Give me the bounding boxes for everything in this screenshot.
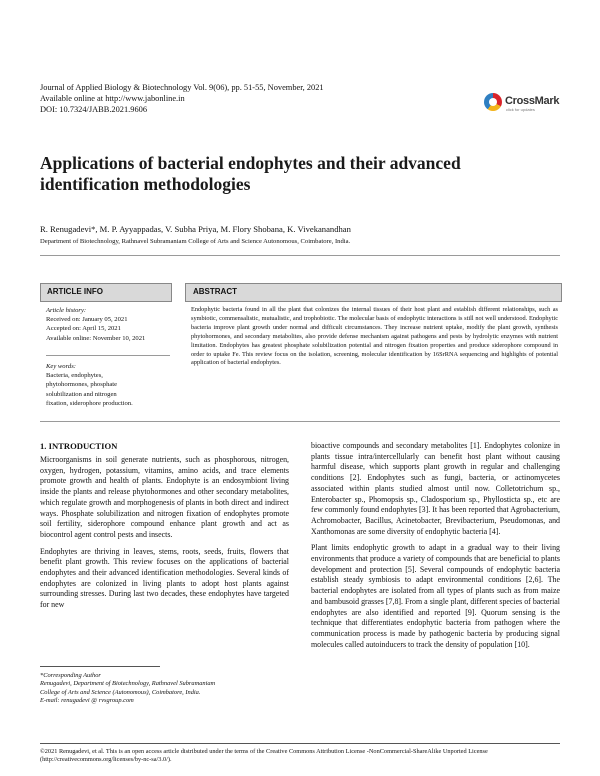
accepted-date: Accepted on: April 15, 2021 bbox=[46, 325, 121, 333]
info-divider bbox=[46, 355, 170, 356]
left-column bbox=[40, 455, 289, 617]
intro-paragraph-3-b: Colletotrichum sp., Enterobacter sp., Phomopsis sp., Cladosporium sp., Phyllosticta sp., etc are few commonly found endophytes [3]. It has been reported that Agrobacterium, Achromobacter, Bacillus, Acinetobacter, Brevibacterium, Pseudomonas, and Xanthomonas are some diversity of endophytic bacteria [4]. bbox=[311, 483, 560, 536]
abstract-text: Endophytic bacteria found in all the plant that colonizes the internal tissues of their host plant and establish different relationships, such as symbiotic, commensalistic, mutualistic, and trophobiotic. The molecular basis of endophytic interactions is still not well understood. Endophytic bacteria improve plant growth under normal and difficult circumstances. They increase nutrient uptake, modify the plant growth, synthesis phytohormones, and secondary metabolites, also provide defense mechanism against pathogens and pests by hydrolytic enzymes with nutrient limitation. Endophytes has greatest phosphate solubilization potential and nitrogen fixation properties and produce siderophore compound in order to uptake Fe. This review focus on the isolation, screening, molecular identification by 16SrRNA sequencing and highlights of potential application of bacterial endophytes. bbox=[191, 306, 558, 367]
keyword-line: Bacteria, endophytes, bbox=[46, 372, 103, 380]
received-date: Received on: January 05, 2021 bbox=[46, 316, 128, 324]
keyword-line: phytohormones, phosphate bbox=[46, 381, 118, 389]
keyword-line: fixation, siderophore production. bbox=[46, 399, 133, 407]
available-online-line[interactable]: Available online at http://www.jabonline.in bbox=[40, 94, 185, 103]
right-column bbox=[311, 441, 560, 656]
article-info-heading: ARTICLE INFO bbox=[47, 287, 103, 296]
footnote-label: *Corresponding Author bbox=[40, 672, 101, 679]
article-info-header bbox=[40, 283, 172, 302]
crossmark-label: CrossMark bbox=[505, 95, 560, 107]
journal-line: Journal of Applied Biology & Biotechnology Vol. 9(06), pp. 51-55, November, 2021 bbox=[40, 83, 324, 92]
footnote-line: Renugadevi, Department of Biotechnology, Rathnavel Subramaniam bbox=[40, 680, 216, 688]
intro-paragraph-3-a: bioactive compounds and secondary metabolites [1]. Endophytes colonize in plants tissue intra/intercellularly can benefit host plant without causing harmful disease, which supports plant growth in regular and challenging conditions [2]. Endophytes such as fungi, bacteria, or actinomycetes associated within plants studied almost until now. bbox=[311, 441, 560, 493]
article-title: Applications of bacterial endophytes and their advanced identification methodologies bbox=[40, 153, 461, 194]
crossmark-badge[interactable] bbox=[484, 92, 564, 114]
section-title: 1. INTRODUCTION bbox=[40, 441, 118, 451]
author-list: R. Renugadevi*, M. P. Ayyappadas, V. Subha Priya, M. Flory Shobana, K. Vivekanandhan bbox=[40, 224, 351, 234]
copyright-notice: ©2021 Renugadevi, et al. This is an open access article distributed under the terms of the Creative Commons Attribution License -NonCommercial-ShareAlike Unported License (http://creativecommons.org/licenses/by-nc-sa/3.0/). bbox=[40, 748, 488, 764]
journal-header bbox=[40, 82, 324, 115]
keywords-block bbox=[46, 362, 171, 408]
footnote-email[interactable]: E-mail: renugadevi @ rvsgroup.com bbox=[40, 697, 134, 705]
copyright-divider bbox=[40, 743, 560, 744]
footnote-line: College of Arts and Science (Autonomous), Coimbatore, India. bbox=[40, 688, 201, 696]
available-date: Available online: November 10, 2021 bbox=[46, 334, 146, 342]
abstract-header bbox=[185, 283, 562, 302]
affiliation: Department of Biotechnology, Rathnavel Subramaniam College of Arts and Science Autonomous, Coimbatore, India. bbox=[40, 238, 351, 245]
keywords-label: Key words: bbox=[46, 363, 76, 370]
intro-paragraph-4: Plant limits endophytic growth to adapt in a gradual way to their living environments that produce a variety of compounds that are beneficial to plants development and protection [5]. Several compounds of endophytic bacteria establish steady symbiosis to adapt environmental conditions [2,6]. The bacterial endophytes are isolated from all types of plants such as from maize and bambusoid grasses [7,8]. From a single plant, different species of bacterial endophytes are also identified and reported [9]. Quorum sensing is the technique that differentiates endophytic bacteria from pathogen where the communication process is made by pathogenic bacteria by producing signal molecules called autoinducers to track the density of population [10]. bbox=[311, 543, 560, 649]
abstract-divider bbox=[40, 421, 560, 422]
article-history bbox=[46, 306, 171, 343]
crossmark-icon bbox=[484, 93, 502, 111]
intro-paragraph-1: Microorganisms in soil generate nutrients, such as phosphorous, nitrogen, oxygen, hydrogen, potassium, vitamins, amino acids, and trace elements promote growth and health of plants. Endophyte is an endosymbiont living inside the plants and release phytohormones and other secondary metabolites, which regulate growth and morphogenesis of plants in both direct and indirect ways. Phosphate solubilization and nitrogen fixation of endophytes promote soil fertility, siderophore compound enhance plant growth and act as biocontrol agent control pests and insects. bbox=[40, 455, 289, 539]
keyword-line: solubilization and nitrogen bbox=[46, 390, 117, 398]
footnote-divider bbox=[40, 666, 160, 667]
abstract-heading: ABSTRACT bbox=[193, 287, 237, 296]
intro-paragraph-3 bbox=[311, 441, 560, 537]
corresponding-author-note bbox=[40, 672, 215, 706]
crossmark-sub: click for updates bbox=[506, 107, 535, 112]
history-label: Article history: bbox=[46, 307, 87, 314]
doi-line[interactable]: DOI: 10.7324/JABB.2021.9606 bbox=[40, 105, 148, 114]
top-divider bbox=[40, 255, 560, 256]
intro-paragraph-2: Endophytes are thriving in leaves, stems, roots, seeds, fruits, flowers that benefit plant growth. This review focuses on the applications of bacterial endophytes and their advanced identification methodologies. Several kinds of endophytes are colonized in living plants to adopt host plants against surrounding stresses. During last two decades, these endophytes have targeted for new bbox=[40, 546, 289, 610]
